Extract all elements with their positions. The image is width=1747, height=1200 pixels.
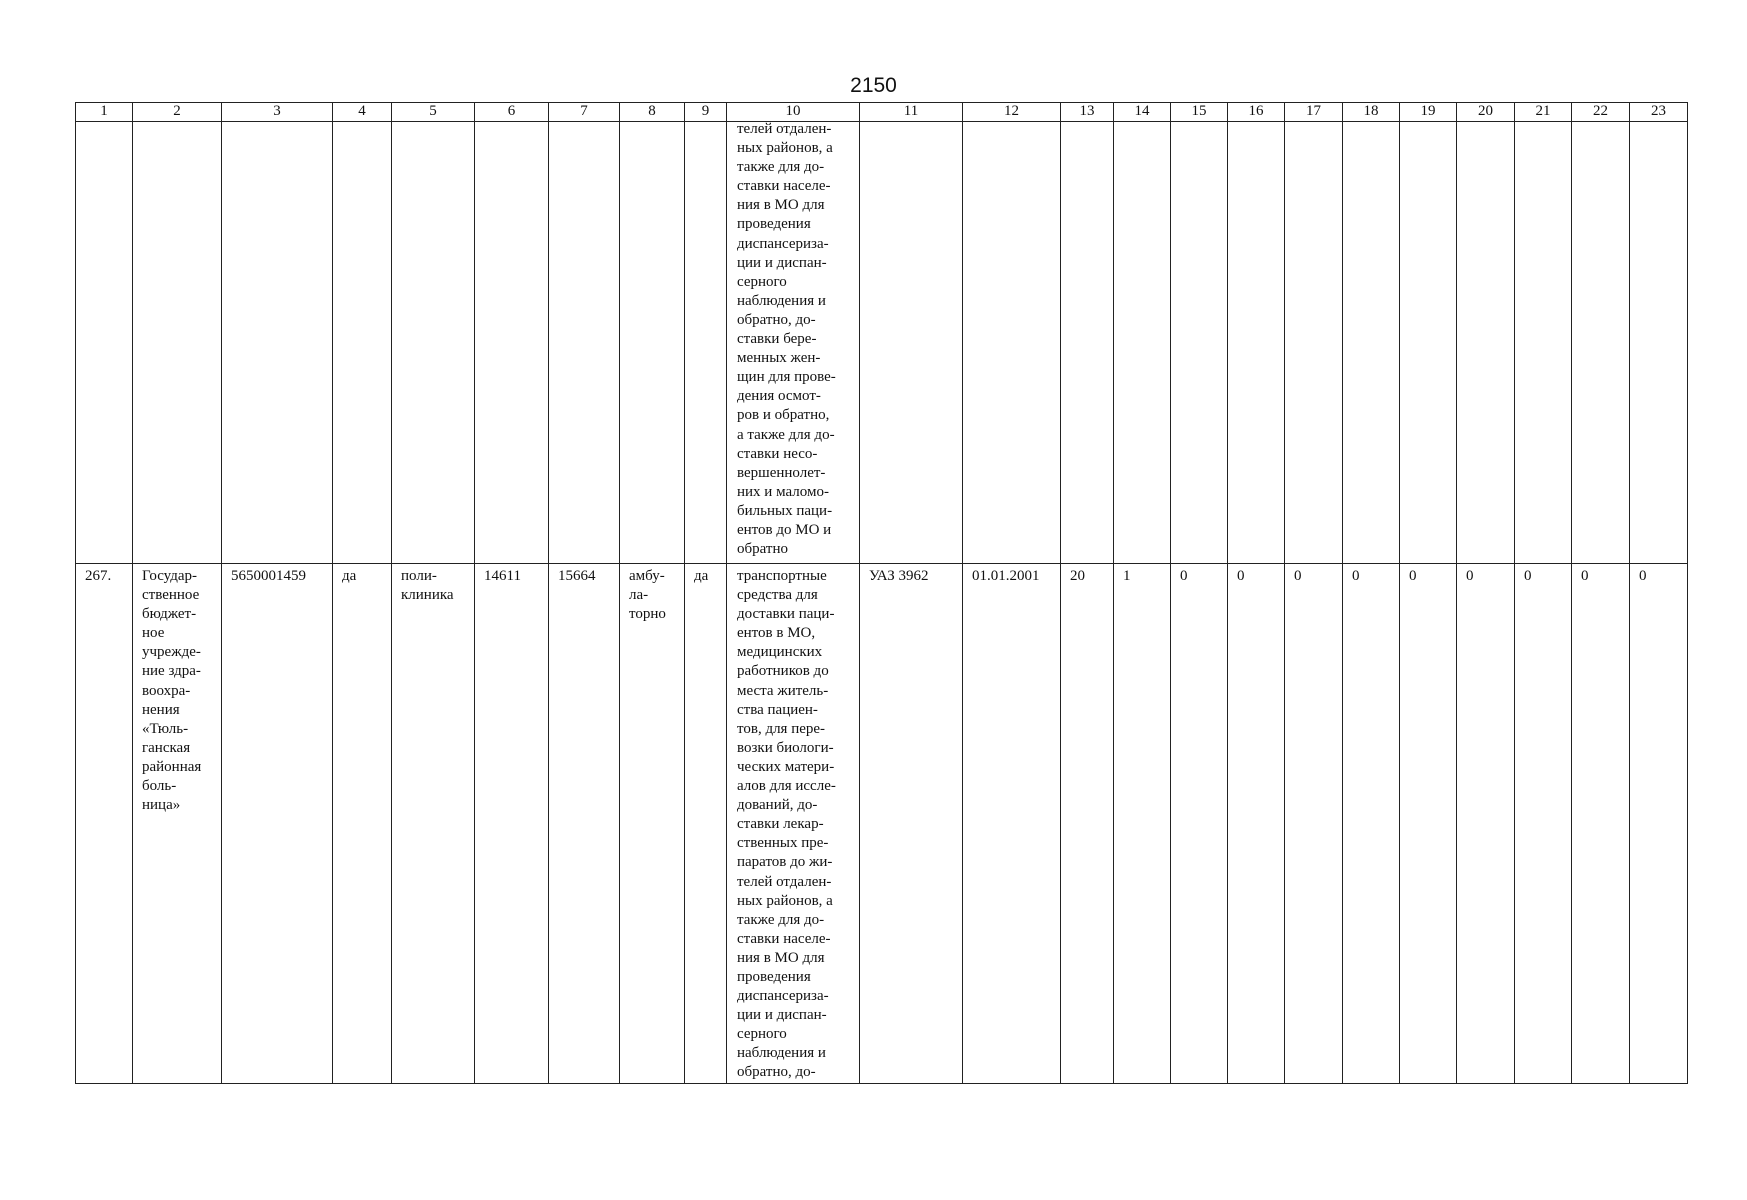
cell-col16: 0 <box>1228 564 1285 1084</box>
cell-organization: Государ- ственное бюджет- ное учрежде- ние здра- воохра- нения «Тюль- ганская районная боль- ница» <box>133 564 222 1084</box>
cell-col4: да <box>333 564 392 1084</box>
column-header: 4 <box>333 103 392 122</box>
table-row-continuation <box>76 122 1688 564</box>
column-header: 1 <box>76 103 133 122</box>
cell-col19: 0 <box>1400 564 1457 1084</box>
column-header: 9 <box>685 103 727 122</box>
column-header: 5 <box>392 103 475 122</box>
column-header: 18 <box>1343 103 1400 122</box>
cell-col5 <box>392 122 475 564</box>
cell-col16 <box>1228 122 1285 564</box>
column-header: 21 <box>1515 103 1572 122</box>
column-header: 12 <box>963 103 1061 122</box>
cell-purpose: телей отдален- ных районов, а также для до- ставки населе- ния в МО для проведения диспансериза- ции и диспан- серного наблюдения и обратно, до- ставки бере- менных жен- щин для прове- дения осмот- ров и обратно, а также для до- ставки несо- вершеннолет- них и маломо- бильных паци- ентов до МО и обратно <box>727 122 860 564</box>
cell-col20: 0 <box>1457 564 1515 1084</box>
cell-col7 <box>549 122 620 564</box>
column-header: 14 <box>1114 103 1171 122</box>
cell-col6: 14611 <box>475 564 549 1084</box>
cell-col14 <box>1114 122 1171 564</box>
cell-col8: амбу- ла- торно <box>620 564 685 1084</box>
registry-table <box>75 102 1688 1084</box>
cell-col8 <box>620 122 685 564</box>
cell-col23: 0 <box>1630 564 1688 1084</box>
page-number: 2150 <box>850 74 897 97</box>
column-header: 19 <box>1400 103 1457 122</box>
column-header: 15 <box>1171 103 1228 122</box>
table-row-267 <box>76 564 1688 1084</box>
cell-organization <box>133 122 222 564</box>
cell-col6 <box>475 122 549 564</box>
cell-number <box>76 122 133 564</box>
cell-number: 267. <box>76 564 133 1084</box>
column-header: 16 <box>1228 103 1285 122</box>
column-header: 11 <box>860 103 963 122</box>
column-header: 20 <box>1457 103 1515 122</box>
cell-col13: 20 <box>1061 564 1114 1084</box>
header-row <box>76 103 1688 122</box>
column-header: 17 <box>1285 103 1343 122</box>
column-header: 2 <box>133 103 222 122</box>
column-header: 10 <box>727 103 860 122</box>
cell-col4 <box>333 122 392 564</box>
cell-col9: да <box>685 564 727 1084</box>
column-header: 6 <box>475 103 549 122</box>
cell-col22 <box>1572 122 1630 564</box>
column-header: 8 <box>620 103 685 122</box>
cell-vehicle <box>860 122 963 564</box>
cell-col18: 0 <box>1343 564 1400 1084</box>
cell-col20 <box>1457 122 1515 564</box>
cell-date: 01.01.2001 <box>963 564 1061 1084</box>
cell-col7: 15664 <box>549 564 620 1084</box>
cell-col13 <box>1061 122 1114 564</box>
cell-inn: 5650001459 <box>222 564 333 1084</box>
cell-col15 <box>1171 122 1228 564</box>
cell-col5: поли- клиника <box>392 564 475 1084</box>
cell-col18 <box>1343 122 1400 564</box>
column-header: 22 <box>1572 103 1630 122</box>
column-header: 3 <box>222 103 333 122</box>
cell-col22: 0 <box>1572 564 1630 1084</box>
cell-col19 <box>1400 122 1457 564</box>
column-header: 23 <box>1630 103 1688 122</box>
cell-date <box>963 122 1061 564</box>
column-header: 13 <box>1061 103 1114 122</box>
cell-col23 <box>1630 122 1688 564</box>
cell-col17 <box>1285 122 1343 564</box>
cell-inn <box>222 122 333 564</box>
cell-vehicle: УАЗ 3962 <box>860 564 963 1084</box>
cell-col21 <box>1515 122 1572 564</box>
column-header: 7 <box>549 103 620 122</box>
cell-col14: 1 <box>1114 564 1171 1084</box>
cell-purpose: транспортные средства для доставки паци- ентов в МО, медицинских работников до места житель- ства пациен- тов, для пере- возки биологи- ческих матери- алов для иссле- дований, до- ставки лекар- ственных пре- паратов до жи- телей отдален- ных районов, а также для до- ставки населе- ния в МО для проведения диспансериза- ции и диспан- серного наблюдения и обратно, до- <box>727 564 860 1084</box>
cell-col15: 0 <box>1171 564 1228 1084</box>
cell-col21: 0 <box>1515 564 1572 1084</box>
cell-col17: 0 <box>1285 564 1343 1084</box>
cell-col9 <box>685 122 727 564</box>
